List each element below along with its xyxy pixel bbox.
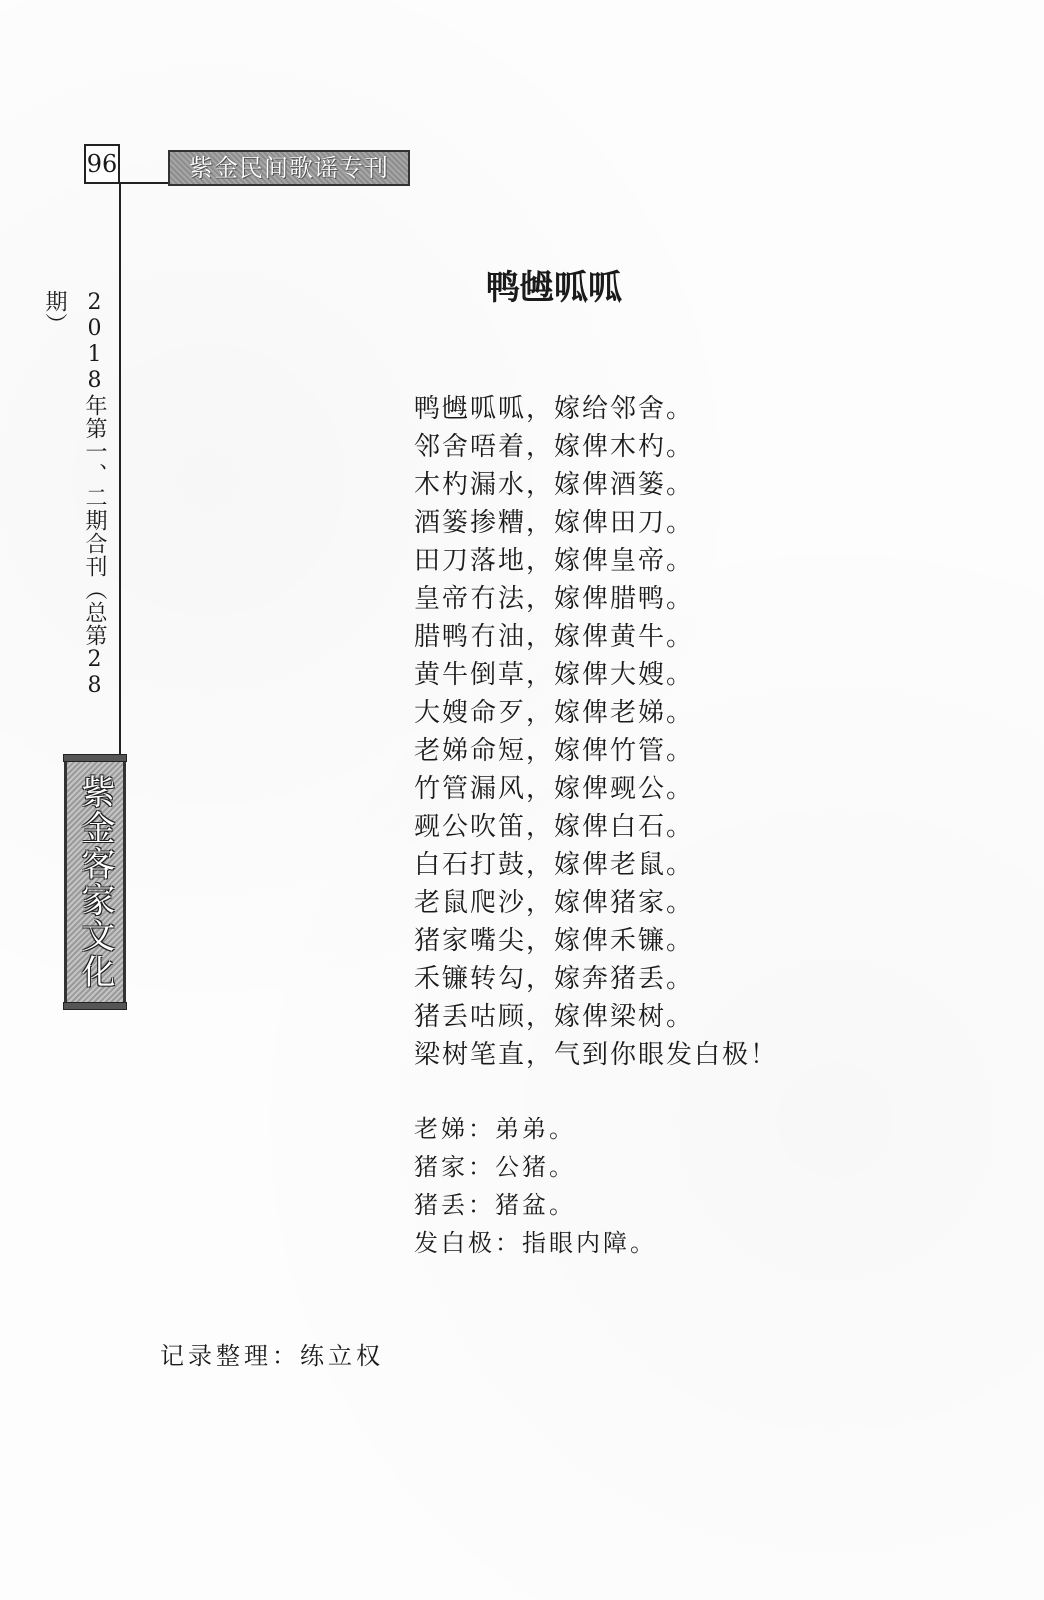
poem-line: 邻舍唔着，嫁俾木杓。 (414, 432, 695, 462)
issue-info: 2018年第一、二期合刊（总第28期） (42, 290, 107, 699)
magazine-name: 紫金客家文化 (75, 774, 115, 990)
poem-line: 禾镰转勾，嫁奔猪丢。 (414, 964, 695, 994)
poem-line: 竹管漏风，嫁俾觋公。 (414, 774, 695, 804)
poem-line: 猪家嘴尖，嫁俾禾镰。 (414, 926, 695, 956)
poem-title: 鸭乸呱呱 (486, 268, 622, 308)
glossary-notes (414, 1110, 814, 1262)
poem-line: 老鼠爬沙，嫁俾猪家。 (414, 888, 695, 918)
poem-line: 腊鸭冇油，嫁俾黄牛。 (414, 622, 695, 652)
poem-line: 鸭乸呱呱，嫁给邻舍。 (414, 394, 695, 424)
poem-line: 老娣命短，嫁俾竹管。 (414, 736, 695, 766)
poem-line: 白石打鼓，嫁俾老鼠。 (414, 850, 695, 880)
glossary-note: 老娣：弟弟。 (414, 1115, 576, 1143)
poem-body (414, 390, 814, 1074)
header-connector-line (120, 182, 170, 184)
glossary-note: 猪丢：猪盆。 (414, 1191, 576, 1219)
magazine-name-scroll (64, 762, 126, 1002)
poem-line: 猪丢咕顾，嫁俾梁树。 (414, 1002, 695, 1032)
page-number: 96 (84, 144, 120, 184)
poem-line: 大嫂命歹，嫁俾老娣。 (414, 698, 695, 728)
glossary-note: 猪家：公猪。 (414, 1153, 576, 1181)
poem-line: 酒篓掺糟，嫁俾田刀。 (414, 508, 695, 538)
publication-title-banner: 紫金民间歌谣专刊 (168, 150, 410, 186)
poem-line: 木杓漏水，嫁俾酒篓。 (414, 470, 695, 500)
poem-line: 皇帝冇法，嫁俾腊鸭。 (414, 584, 695, 614)
credit-line: 记录整理：练立权 (160, 1342, 384, 1370)
poem-line: 觋公吹笛，嫁俾白石。 (414, 812, 695, 842)
poem-line: 田刀落地，嫁俾皇帝。 (414, 546, 695, 576)
glossary-note: 发白极：指眼内障。 (414, 1229, 657, 1257)
poem-line: 黄牛倒草，嫁俾大嫂。 (414, 660, 695, 690)
sidebar-vertical-rule (119, 184, 121, 764)
poem-line: 梁树笔直，气到你眼发白极！ (414, 1040, 779, 1070)
